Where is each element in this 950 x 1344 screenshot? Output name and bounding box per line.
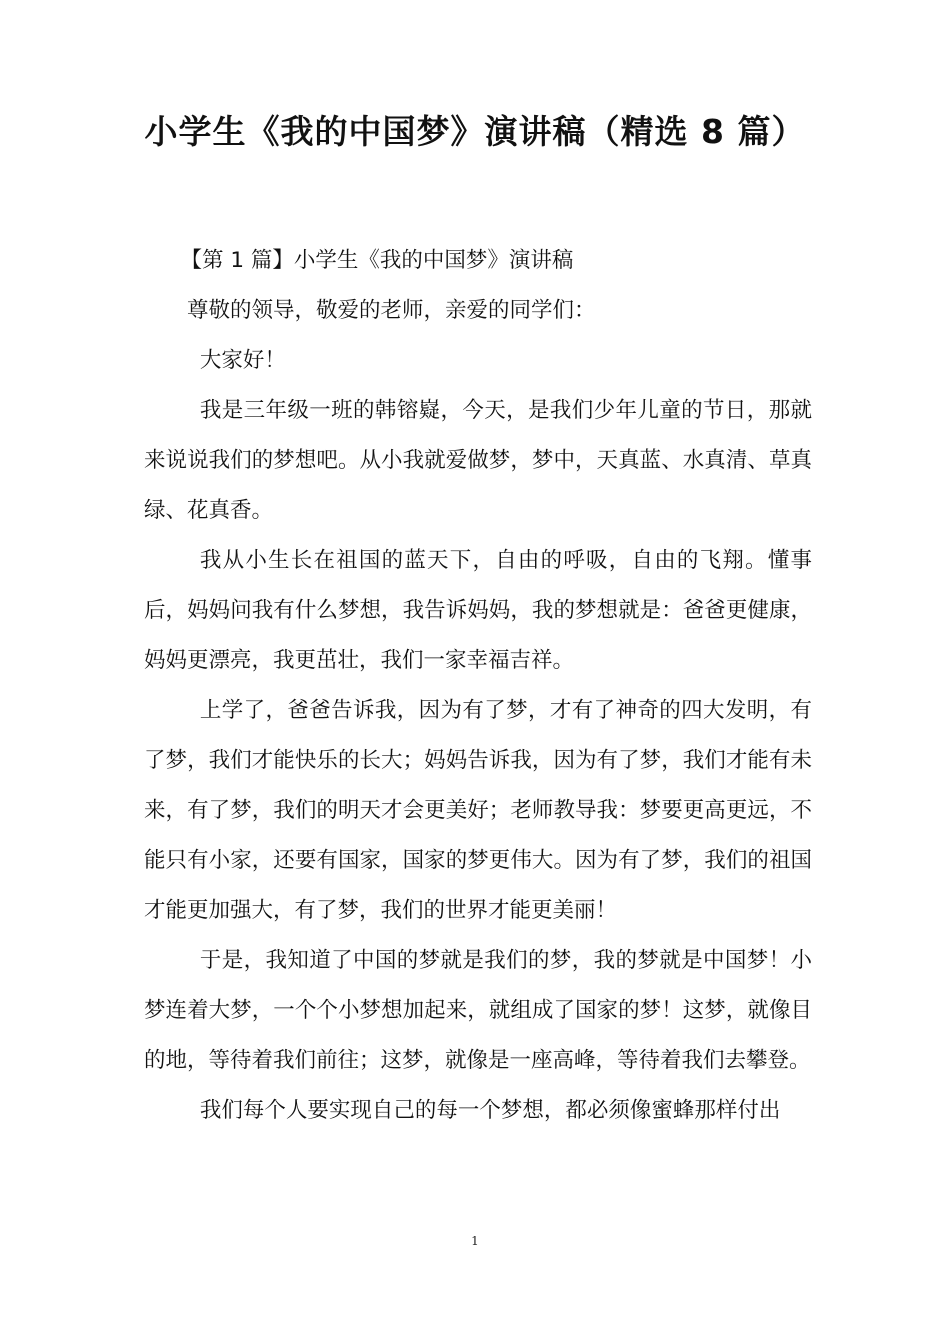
greeting-paragraph: 尊敬的领导，敬爱的老师，亲爱的同学们： [187,298,596,323]
body-paragraph: 我们每个人要实现自己的每一个梦想，都必须像蜜蜂那样付出 [199,1098,781,1123]
body-paragraph: 我从小生长在祖国的蓝天下，自由的呼吸，自由的飞翔。懂事后，妈妈问我有什么梦想，我告诉妈妈，我的梦想就是：爸爸更健康，妈妈更漂亮，我更茁壮，我们一家幸福吉祥。 [144,548,812,673]
body-paragraph: 于是，我知道了中国的梦就是我们的梦，我的梦就是中国梦！小梦连着大梦，一个个小梦想加起来，就组成了国家的梦！这梦，就像目的地，等待着我们前往；这梦，就像是一座高峰，等待着我们去攀登。 [144,948,812,1073]
document-body [144,236,812,1136]
page-number: 1 [471,1234,479,1248]
body-paragraph: 我是三年级一班的韩镕嶷，今天，是我们少年儿童的节日，那就来说说我们的梦想吧。从小我就爱做梦，梦中，天真蓝、水真清、草真绿、花真香。 [144,398,812,523]
document-title: 小学生《我的中国梦》演讲稿（精选 8 篇） [144,112,806,151]
body-paragraph: 大家好！ [199,348,286,373]
body-paragraph: 上学了，爸爸告诉我，因为有了梦，才有了神奇的四大发明，有了梦，我们才能快乐的长大；妈妈告诉我，因为有了梦，我们才能有未来，有了梦，我们的明天才会更美好；老师教导我：梦要更高更远，不能只有小家，还要有国家，国家的梦更伟大。因为有了梦，我们的祖国才能更加强大，有了梦，我们的世界才能更美丽！ [144,698,812,923]
section-heading: 【第 1 篇】小学生《我的中国梦》演讲稿 [180,248,574,273]
